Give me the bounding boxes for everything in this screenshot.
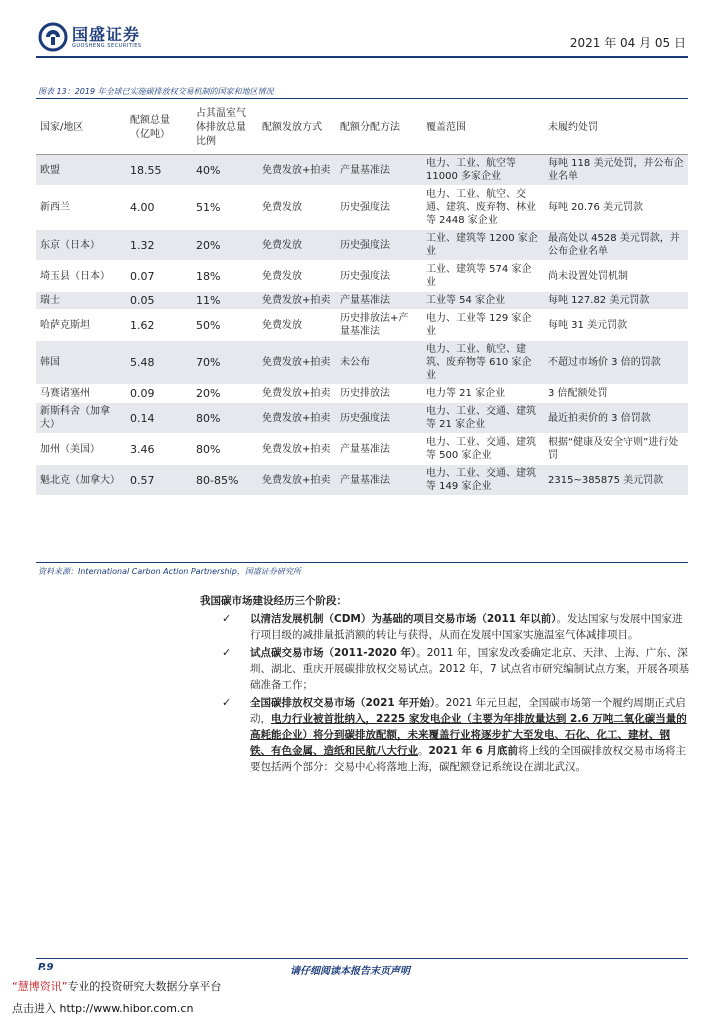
table-cell: 产量基准法 (336, 434, 422, 465)
table-header-cell: 覆盖范围 (422, 102, 544, 155)
table-cell: 历史排放法+产量基准法 (336, 310, 422, 341)
table-row (36, 310, 688, 341)
list-item (200, 695, 690, 775)
table-header-row (36, 102, 688, 155)
table-cell: 产量基准法 (336, 465, 422, 496)
table-cell: 80-85% (192, 465, 258, 496)
table-row (36, 465, 688, 496)
table-cell: 0.05 (126, 292, 192, 310)
table-cell: 18.55 (126, 155, 192, 186)
table-cell: 历史强度法 (336, 186, 422, 230)
table-cell: 东京（日本） (36, 230, 126, 261)
checkmark-icon: ✓ (222, 696, 232, 709)
table-cell: 未公布 (336, 341, 422, 385)
list-item (200, 611, 690, 643)
stage-deadline: 2021 年 6 月底前 (428, 745, 518, 757)
logo-name-en: GUOSHENG SECURITIES (72, 42, 142, 49)
table-cell: 免费发放+拍卖 (258, 403, 336, 434)
checkmark-icon: ✓ (222, 612, 232, 625)
table-cell: 20% (192, 230, 258, 261)
table-cell: 40% (192, 155, 258, 186)
table-header-cell: 占其温室气体排放总量比例 (192, 102, 258, 155)
body-text (200, 593, 690, 777)
table-cell: 1.62 (126, 310, 192, 341)
table-cell: 电力、工业等 129 家企业 (422, 310, 544, 341)
table-row (36, 230, 688, 261)
table-cell: 80% (192, 403, 258, 434)
table-cell: 历史强度法 (336, 261, 422, 292)
header-divider (36, 56, 688, 58)
table-cell: 每吨 127.82 美元罚款 (544, 292, 688, 310)
table-cell: 电力、工业、交通、建筑等 21 家企业 (422, 403, 544, 434)
table-cell: 0.57 (126, 465, 192, 496)
figure-caption: 图表 13：2019 年全球已实施碳排放权交易机制的国家和地区情况 (38, 87, 274, 96)
table-cell: 历史强度法 (336, 230, 422, 261)
table-cell: 1.32 (126, 230, 192, 261)
table-cell: 3.46 (126, 434, 192, 465)
carbon-market-table (36, 102, 688, 496)
table-cell: 电力、工业、交通、建筑等 149 家企业 (422, 465, 544, 496)
body-intro: 我国碳市场建设经历三个阶段： (200, 595, 347, 607)
table-cell: 工业等 54 家企业 (422, 292, 544, 310)
stage-text: 。发达国家与发展中国家进行项目级的减排量抵消额的转让与获得，从而在发展中国家实施温室气体减排项目。 (250, 613, 683, 641)
table-cell: 免费发放+拍卖 (258, 385, 336, 403)
logo-name-cn: 国盛证券 (72, 24, 141, 44)
table-header-cell: 配额发放方式 (258, 102, 336, 155)
table-cell: 产量基准法 (336, 292, 422, 310)
table-cell: 马赛诸塞州 (36, 385, 126, 403)
caption-divider (36, 98, 688, 99)
source-divider (36, 562, 688, 563)
table-cell: 瑞士 (36, 292, 126, 310)
table-row (36, 385, 688, 403)
table-cell: 工业、建筑等 1200 家企业 (422, 230, 544, 261)
table-cell: 0.14 (126, 403, 192, 434)
table-cell: 51% (192, 186, 258, 230)
stage-title: 全国碳排放权交易市场（2021 年开始） (250, 697, 436, 709)
table-cell: 每吨 31 美元罚款 (544, 310, 688, 341)
table-row (36, 403, 688, 434)
table-cell: 5.48 (126, 341, 192, 385)
list-item (200, 645, 690, 693)
table-row (36, 292, 688, 310)
table-cell: 根据“健康及安全守则”进行处罚 (544, 434, 688, 465)
table-cell: 70% (192, 341, 258, 385)
table-cell: 免费发放+拍卖 (258, 341, 336, 385)
table-cell: 新西兰 (36, 186, 126, 230)
table-row (36, 155, 688, 186)
table-cell: 18% (192, 261, 258, 292)
table-cell: 电力、工业、航空等11000 多家企业 (422, 155, 544, 186)
table-cell: 4.00 (126, 186, 192, 230)
table-cell: 埼玉县（日本） (36, 261, 126, 292)
table-cell: 免费发放 (258, 186, 336, 230)
footer-divider (36, 958, 688, 959)
promo-line (12, 978, 221, 994)
table-header-cell: 配额总量（亿吨） (126, 102, 192, 155)
table-cell: 80% (192, 434, 258, 465)
table-cell: 免费发放+拍卖 (258, 465, 336, 496)
table-cell: 电力、工业、交通、建筑等 500 家企业 (422, 434, 544, 465)
table-cell: 尚未设置处罚机制 (544, 261, 688, 292)
table-row (36, 186, 688, 230)
stage-text: 将上线的全国碳排放权交易市场将主要包括两个部分：交易中心将落地上海，碳配额登记系统设在湖北武汉。 (250, 745, 686, 773)
promo-brand: “慧博资讯” (12, 980, 68, 993)
table-cell: 免费发放 (258, 310, 336, 341)
table-cell: 工业、建筑等 574 家企业 (422, 261, 544, 292)
table-cell: 新斯科舍（加拿大） (36, 403, 126, 434)
stage-title: 以清洁发展机制（CDM）为基础的项目交易市场（2011 年以前） (250, 613, 557, 625)
table-cell: 免费发放 (258, 230, 336, 261)
table-cell: 哈萨克斯坦 (36, 310, 126, 341)
table-cell: 电力、工业、航空、建筑、废弃物等 610 家企业 (422, 341, 544, 385)
promo-link[interactable]: 点击进入 http://www.hibor.com.cn (12, 1002, 194, 1015)
stage-title: 试点碳交易市场（2011-2020 年） (250, 647, 417, 659)
table-row (36, 434, 688, 465)
table-body (36, 155, 688, 496)
checkmark-icon: ✓ (222, 646, 232, 659)
stage-text: 。2021 年元旦起，全国碳市场第一个履约周期正式启动， (250, 697, 686, 725)
table-row (36, 261, 688, 292)
table-cell: 每吨 118 美元处罚，并公布企业名单 (544, 155, 688, 186)
table-header-cell: 未履约处罚 (544, 102, 688, 155)
stage-underlined-text: 电力行业被首批纳入，2225 家发电企业（主要为年排放量达到 2.6 万吨二氧化碳当量的高耗能企业）将分到碳排放配额，未来覆盖行业将逐步扩大至发电、石化、化工、建材、钢铁、有色金属、造纸和民航八大行业 (250, 713, 687, 757)
table-cell: 加州（美国） (36, 434, 126, 465)
table-cell: 2315~385875 美元罚款 (544, 465, 688, 496)
stage-text: 。2011 年，国家发改委确定北京、天津、上海、广东、深圳、湖北、重庆开展碳排放权交易试点。2012 年，7 试点省市研究编制试点方案，开展各项基础准备工作； (250, 647, 690, 691)
table-cell: 电力、工业、航空、交通、建筑、废弃物、林业等 2448 家企业 (422, 186, 544, 230)
table-cell: 电力等 21 家企业 (422, 385, 544, 403)
page-number: P.9 (38, 962, 54, 973)
report-date: 2021 年 04 月 05 日 (569, 36, 686, 50)
table-cell: 0.09 (126, 385, 192, 403)
table-cell: 历史排放法 (336, 385, 422, 403)
table-cell: 免费发放+拍卖 (258, 155, 336, 186)
table-row (36, 341, 688, 385)
disclaimer-note: 请仔细阅读本报告末页声明 (290, 966, 410, 977)
table-cell: 20% (192, 385, 258, 403)
company-logo (38, 22, 142, 52)
stage-text: 。 (418, 745, 429, 757)
logo-emblem-icon (38, 22, 68, 52)
table-cell: 11% (192, 292, 258, 310)
table-cell: 不超过市场价 3 倍的罚款 (544, 341, 688, 385)
table-cell: 50% (192, 310, 258, 341)
table-cell: 0.07 (126, 261, 192, 292)
table-header-cell: 配额分配方法 (336, 102, 422, 155)
table-cell: 免费发放+拍卖 (258, 292, 336, 310)
table-cell: 最近拍卖价的 3 倍罚款 (544, 403, 688, 434)
table-cell: 欧盟 (36, 155, 126, 186)
promo-text: 专业的投资研究大数据分享平台 (67, 980, 222, 993)
table-header-cell: 国家/地区 (36, 102, 126, 155)
table-cell: 免费发放+拍卖 (258, 434, 336, 465)
table-cell: 韩国 (36, 341, 126, 385)
table-cell: 最高处以 4528 美元罚款，并公布企业名单 (544, 230, 688, 261)
table-cell: 历史强度法 (336, 403, 422, 434)
page-header (0, 0, 724, 60)
table-cell: 魁北克（加拿大） (36, 465, 126, 496)
table-cell: 免费发放 (258, 261, 336, 292)
table-cell: 产量基准法 (336, 155, 422, 186)
table-source-note: 资料来源：International Carbon Action Partnership，国盛证券研究所 (38, 567, 301, 576)
table-cell: 3 倍配额处罚 (544, 385, 688, 403)
table-cell: 每吨 20.76 美元罚款 (544, 186, 688, 230)
